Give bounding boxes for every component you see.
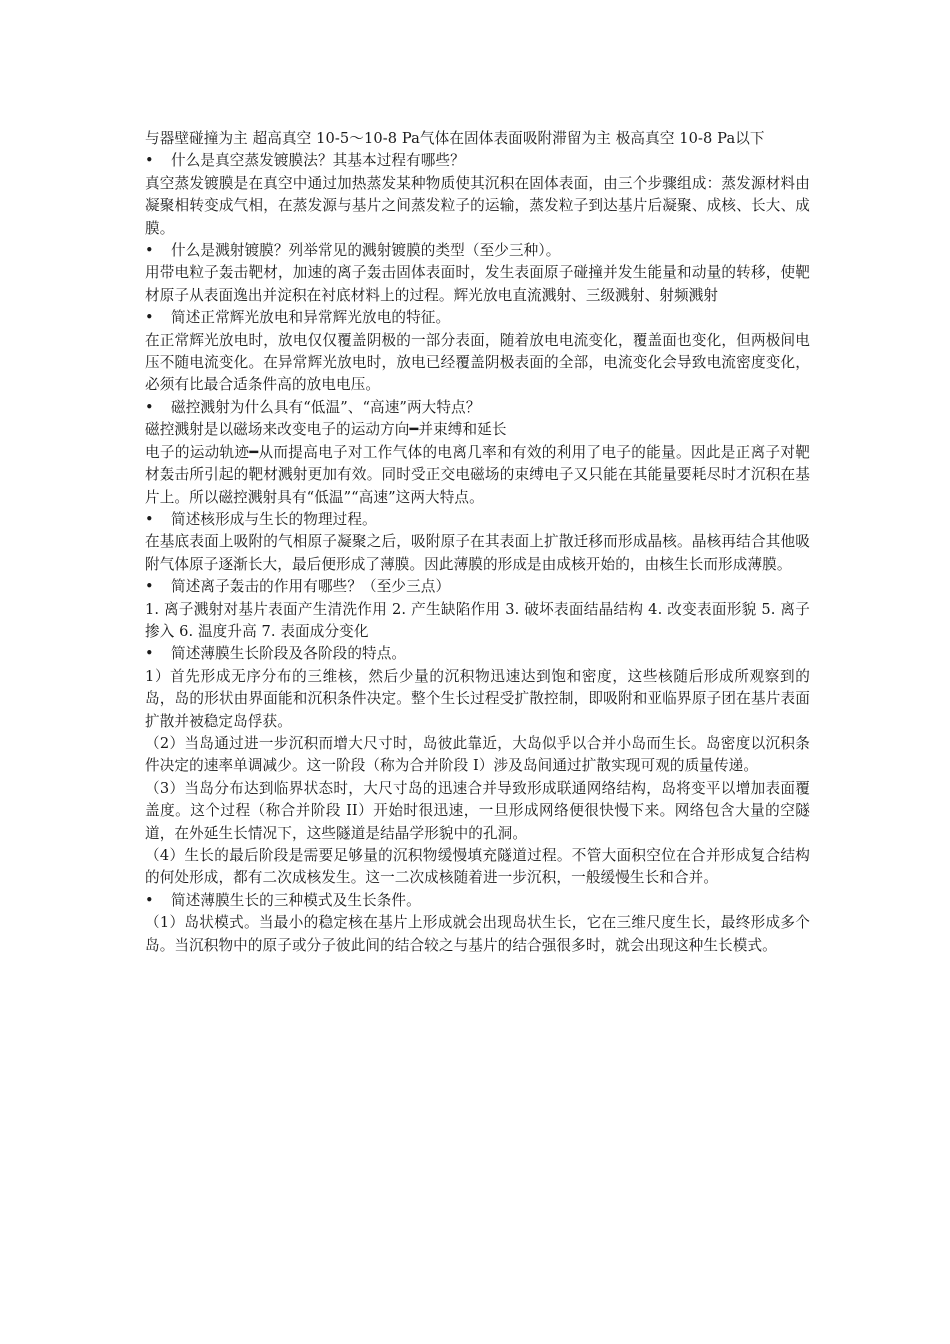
question-heading (145, 240, 810, 262)
question-heading (145, 397, 810, 419)
question-text: 什么是真空蒸发镀膜法？其基本过程有哪些？ (171, 152, 465, 170)
question-text: 简述薄膜生长阶段及各阶段的特点。 (171, 645, 407, 663)
bullet-icon: • (145, 242, 154, 260)
question-heading (145, 576, 810, 598)
bullet-icon: • (145, 309, 154, 327)
paragraph: 真空蒸发镀膜是在真空中通过加热蒸发某种物质使其沉积在固体表面，由三个步骤组成：蒸发源材料由凝聚相转变成气相，在蒸发源与基片之间蒸发粒子的运输，蒸发粒子到达基片后凝聚、成核、长大、成膜。 (145, 174, 810, 237)
paragraph: 1）首先形成无序分布的三维核，然后少量的沉积物迅速达到饱和密度，这些核随后形成所观察到的岛，岛的形状由界面能和沉积条件决定。整个生长过程受扩散控制，即吸附和亚临界原子团在基片表面扩散并被稳定岛俘获。 (145, 667, 810, 730)
paragraph: 用带电粒子轰击靶材，加速的离子轰击固体表面时，发生表面原子碰撞并发生能量和动量的转移，使靶材原子从表面逸出并淀积在衬底材料上的过程。辉光放电直流溅射、三级溅射、射频溅射 (145, 264, 810, 304)
paragraph: （1）岛状模式。当最小的稳定核在基片上形成就会出现岛状生长，它在三维尺度生长，最终形成多个岛。当沉积物中的原子或分子彼此间的结合较之与基片的结合强很多时，就会出现这种生长模式。 (145, 914, 810, 954)
paragraph: 磁控溅射是以磁场来改变电子的运动方向━并束缚和延长 (145, 421, 507, 439)
paragraph: （4）生长的最后阶段是需要足够量的沉积物缓慢填充隧道过程。不管大面积空位在合并形成复合结构的何处形成，都有二次成核发生。这一二次成核随着进一步沉积，一般缓慢生长和合并。 (145, 847, 810, 887)
bullet-icon: • (145, 398, 154, 416)
question-text: 简述正常辉光放电和异常辉光放电的特征。 (171, 309, 451, 327)
document-body (145, 128, 810, 957)
paragraph: 在正常辉光放电时，放电仅仅覆盖阴极的一部分表面，随着放电电流变化，覆盖面也变化，但两极间电压不随电流变化。在异常辉光放电时，放电已经覆盖阴极表面的全部，电流变化会导致电流密度变化，必须有比最合适条件高的放电电压。 (145, 331, 810, 394)
question-heading (145, 307, 810, 329)
question-heading (145, 890, 810, 912)
question-text: 磁控溅射为什么具有“低温”、“高速”两大特点？ (171, 398, 481, 416)
paragraph: （2）当岛通过进一步沉积而增大尺寸时，岛彼此靠近，大岛似乎以合并小岛而生长。岛密度以沉积条件决定的速率单调减少。这一阶段（称为合并阶段 I）涉及岛间通过扩散实现可观的质量传递。 (145, 734, 810, 775)
question-heading (145, 150, 810, 172)
question-heading (145, 509, 810, 531)
bullet-icon: • (145, 578, 154, 596)
question-text: 简述薄膜生长的三种模式及生长条件。 (171, 891, 421, 909)
paragraph: 1. 离子溅射对基片表面产生清洗作用 2. 产生缺陷作用 3. 破坏表面结晶结构 4. 改变表面形貌 5. 离子掺入 6. 温度升高 7. 表面成分变化 (145, 600, 810, 640)
bullet-icon: • (145, 891, 154, 909)
question-text: 简述核形成与生长的物理过程。 (171, 510, 377, 528)
bullet-icon: • (145, 645, 154, 663)
paragraph: 电子的运动轨迹━从而提高电子对工作气体的电离几率和有效的利用了电子的能量。因此是正离子对靶材轰击所引起的靶材溅射更加有效。同时受正交电磁场的束缚电子又只能在其能量要耗尽时才沉积在基片上。所以磁控溅射具有“低温”“高速”这两大特点。 (145, 443, 810, 506)
paragraph: 与器壁碰撞为主 超高真空 10-5～10-8 Pa气体在固体表面吸附滞留为主 极高真空 10-8 Pa以下 (145, 130, 765, 147)
question-heading (145, 643, 810, 665)
bullet-icon: • (145, 510, 154, 528)
question-text: 什么是溅射镀膜？列举常见的溅射镀膜的类型（至少三种）。 (171, 242, 561, 260)
question-text: 简述离子轰击的作用有哪些？（至少三点） (171, 578, 451, 596)
paragraph: （3）当岛分布达到临界状态时，大尺寸岛的迅速合并导致形成联通网络结构，岛将变平以增加表面覆盖度。这个过程（称合并阶段 II）开始时很迅速，一旦形成网络便很快慢下来。网络包含大量的空隧道，在外延生长情况下，这些隧道是结晶学形貌中的孔洞。 (145, 779, 810, 842)
paragraph: 在基底表面上吸附的气相原子凝聚之后，吸附原子在其表面上扩散迁移而形成晶核。晶核再结合其他吸附气体原子逐渐长大，最后便形成了薄膜。因此薄膜的形成是由成核开始的，由核生长而形成薄膜。 (145, 533, 810, 573)
bullet-icon: • (145, 152, 154, 170)
